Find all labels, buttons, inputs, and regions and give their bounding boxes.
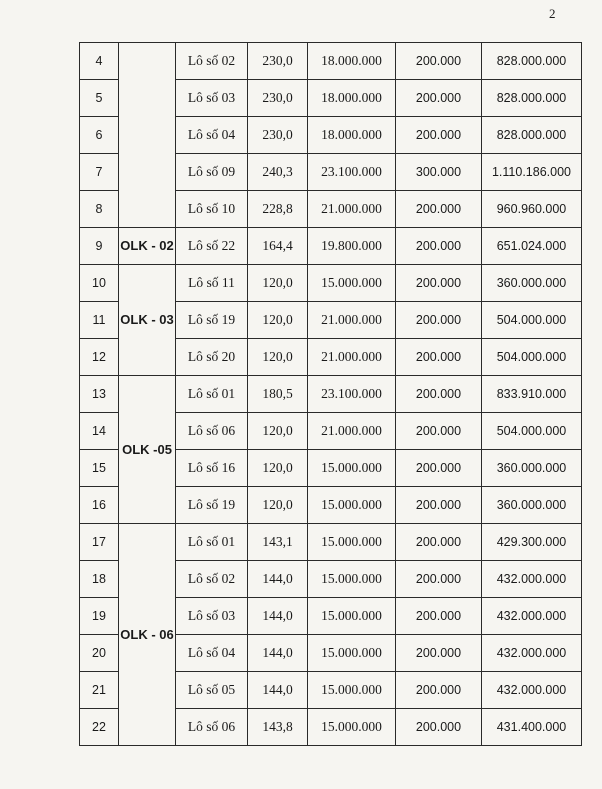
- fee-cell: 200.000: [396, 228, 482, 265]
- area-cell: 180,5: [248, 376, 308, 413]
- fee-cell: 200.000: [396, 413, 482, 450]
- fee-cell: 300.000: [396, 154, 482, 191]
- row-number-cell: 14: [80, 413, 119, 450]
- total-cell: 432.000.000: [482, 598, 582, 635]
- lot-name-cell: Lô số 03: [176, 80, 248, 117]
- row-number-cell: 17: [80, 524, 119, 561]
- fee-cell: 200.000: [396, 524, 482, 561]
- unit-price-cell: 21.000.000: [308, 191, 396, 228]
- unit-price-cell: 15.000.000: [308, 635, 396, 672]
- total-cell: 960.960.000: [482, 191, 582, 228]
- total-cell: 1.110.186.000: [482, 154, 582, 191]
- total-cell: 833.910.000: [482, 376, 582, 413]
- total-cell: 651.024.000: [482, 228, 582, 265]
- fee-cell: 200.000: [396, 598, 482, 635]
- lot-group-cell: [119, 43, 176, 228]
- lot-name-cell: Lô số 11: [176, 265, 248, 302]
- total-cell: 504.000.000: [482, 302, 582, 339]
- lot-name-cell: Lô số 10: [176, 191, 248, 228]
- lot-name-cell: Lô số 01: [176, 376, 248, 413]
- lot-name-cell: Lô số 20: [176, 339, 248, 376]
- unit-price-cell: 15.000.000: [308, 709, 396, 746]
- lot-group-cell: OLK - 02: [119, 228, 176, 265]
- unit-price-cell: 15.000.000: [308, 487, 396, 524]
- total-cell: 360.000.000: [482, 450, 582, 487]
- unit-price-cell: 15.000.000: [308, 450, 396, 487]
- row-number-cell: 4: [80, 43, 119, 80]
- area-cell: 144,0: [248, 635, 308, 672]
- total-cell: 828.000.000: [482, 80, 582, 117]
- lot-name-cell: Lô số 02: [176, 43, 248, 80]
- table-row: [80, 265, 582, 302]
- fee-cell: 200.000: [396, 672, 482, 709]
- fee-cell: 200.000: [396, 450, 482, 487]
- lot-name-cell: Lô số 03: [176, 598, 248, 635]
- area-cell: 143,8: [248, 709, 308, 746]
- row-number-cell: 12: [80, 339, 119, 376]
- table-row: [80, 376, 582, 413]
- row-number-cell: 20: [80, 635, 119, 672]
- fee-cell: 200.000: [396, 709, 482, 746]
- table-row: [80, 228, 582, 265]
- unit-price-cell: 15.000.000: [308, 598, 396, 635]
- area-cell: 230,0: [248, 80, 308, 117]
- area-cell: 230,0: [248, 43, 308, 80]
- row-number-cell: 15: [80, 450, 119, 487]
- unit-price-cell: 18.000.000: [308, 80, 396, 117]
- lot-name-cell: Lô số 19: [176, 487, 248, 524]
- row-number-cell: 16: [80, 487, 119, 524]
- area-cell: 164,4: [248, 228, 308, 265]
- area-cell: 143,1: [248, 524, 308, 561]
- area-cell: 240,3: [248, 154, 308, 191]
- area-cell: 230,0: [248, 117, 308, 154]
- area-cell: 120,0: [248, 487, 308, 524]
- fee-cell: 200.000: [396, 43, 482, 80]
- lot-name-cell: Lô số 05: [176, 672, 248, 709]
- fee-cell: 200.000: [396, 302, 482, 339]
- table-body: [80, 43, 582, 746]
- fee-cell: 200.000: [396, 487, 482, 524]
- lot-name-cell: Lô số 19: [176, 302, 248, 339]
- row-number-cell: 13: [80, 376, 119, 413]
- table-row: [80, 43, 582, 80]
- unit-price-cell: 19.800.000: [308, 228, 396, 265]
- fee-cell: 200.000: [396, 191, 482, 228]
- total-cell: 360.000.000: [482, 487, 582, 524]
- table-row: [80, 524, 582, 561]
- lot-name-cell: Lô số 04: [176, 117, 248, 154]
- lot-group-cell: OLK - 06: [119, 524, 176, 746]
- fee-cell: 200.000: [396, 376, 482, 413]
- lot-group-cell: OLK -05: [119, 376, 176, 524]
- unit-price-cell: 15.000.000: [308, 672, 396, 709]
- lot-name-cell: Lô số 06: [176, 709, 248, 746]
- area-cell: 120,0: [248, 302, 308, 339]
- unit-price-cell: 21.000.000: [308, 302, 396, 339]
- total-cell: 504.000.000: [482, 339, 582, 376]
- row-number-cell: 21: [80, 672, 119, 709]
- row-number-cell: 22: [80, 709, 119, 746]
- row-number-cell: 8: [80, 191, 119, 228]
- total-cell: 432.000.000: [482, 672, 582, 709]
- area-cell: 144,0: [248, 561, 308, 598]
- total-cell: 431.400.000: [482, 709, 582, 746]
- area-cell: 120,0: [248, 265, 308, 302]
- unit-price-cell: 21.000.000: [308, 339, 396, 376]
- fee-cell: 200.000: [396, 80, 482, 117]
- land-lot-table: [79, 42, 582, 746]
- lot-group-cell: OLK - 03: [119, 265, 176, 376]
- area-cell: 120,0: [248, 450, 308, 487]
- fee-cell: 200.000: [396, 117, 482, 154]
- fee-cell: 200.000: [396, 265, 482, 302]
- fee-cell: 200.000: [396, 339, 482, 376]
- area-cell: 144,0: [248, 672, 308, 709]
- row-number-cell: 11: [80, 302, 119, 339]
- lot-name-cell: Lô số 22: [176, 228, 248, 265]
- area-cell: 144,0: [248, 598, 308, 635]
- area-cell: 228,8: [248, 191, 308, 228]
- unit-price-cell: 18.000.000: [308, 43, 396, 80]
- total-cell: 360.000.000: [482, 265, 582, 302]
- total-cell: 504.000.000: [482, 413, 582, 450]
- lot-name-cell: Lô số 16: [176, 450, 248, 487]
- unit-price-cell: 18.000.000: [308, 117, 396, 154]
- fee-cell: 200.000: [396, 635, 482, 672]
- unit-price-cell: 23.100.000: [308, 154, 396, 191]
- row-number-cell: 7: [80, 154, 119, 191]
- area-cell: 120,0: [248, 339, 308, 376]
- unit-price-cell: 15.000.000: [308, 265, 396, 302]
- lot-name-cell: Lô số 02: [176, 561, 248, 598]
- row-number-cell: 6: [80, 117, 119, 154]
- row-number-cell: 19: [80, 598, 119, 635]
- total-cell: 429.300.000: [482, 524, 582, 561]
- lot-name-cell: Lô số 06: [176, 413, 248, 450]
- lot-name-cell: Lô số 09: [176, 154, 248, 191]
- unit-price-cell: 21.000.000: [308, 413, 396, 450]
- lot-name-cell: Lô số 01: [176, 524, 248, 561]
- area-cell: 120,0: [248, 413, 308, 450]
- total-cell: 432.000.000: [482, 561, 582, 598]
- row-number-cell: 10: [80, 265, 119, 302]
- row-number-cell: 5: [80, 80, 119, 117]
- page-number: 2: [549, 6, 556, 21]
- unit-price-cell: 15.000.000: [308, 524, 396, 561]
- lot-name-cell: Lô số 04: [176, 635, 248, 672]
- total-cell: 432.000.000: [482, 635, 582, 672]
- unit-price-cell: 23.100.000: [308, 376, 396, 413]
- row-number-cell: 18: [80, 561, 119, 598]
- fee-cell: 200.000: [396, 561, 482, 598]
- total-cell: 828.000.000: [482, 117, 582, 154]
- row-number-cell: 9: [80, 228, 119, 265]
- total-cell: 828.000.000: [482, 43, 582, 80]
- unit-price-cell: 15.000.000: [308, 561, 396, 598]
